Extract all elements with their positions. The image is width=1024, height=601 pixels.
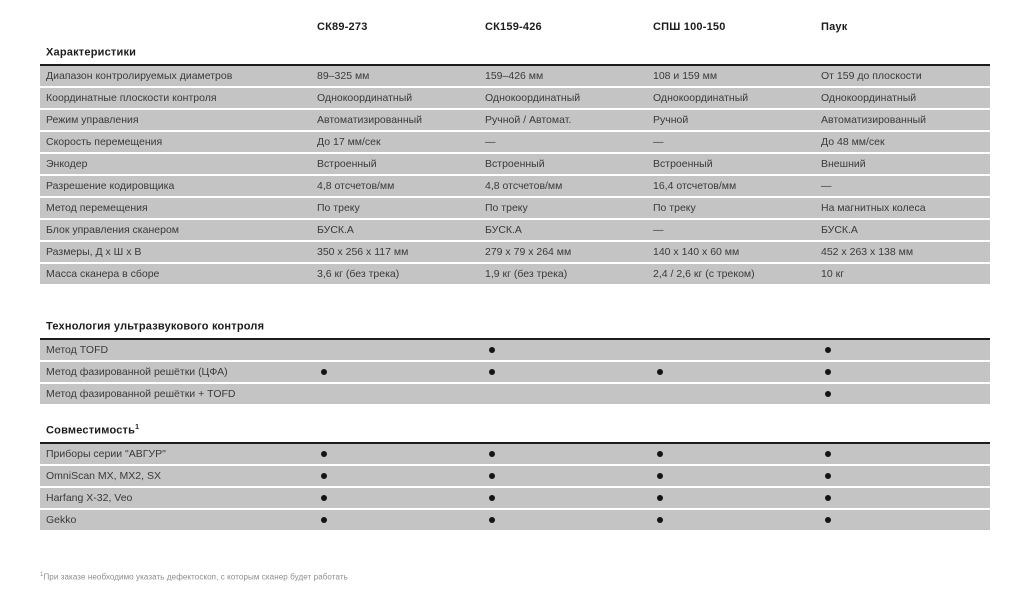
feature-dot-icon [825, 473, 831, 479]
section-ultrasonic-technology [40, 320, 990, 406]
column-header-row [40, 21, 990, 33]
value-cell: 452 x 263 x 138 мм [821, 245, 914, 258]
dot-cell [653, 451, 821, 457]
value-cell: Внешний [821, 157, 866, 170]
section-rows [40, 338, 990, 404]
table-row [40, 198, 990, 218]
table-row [40, 510, 990, 530]
dot-cell [821, 347, 989, 353]
dot-cell [821, 369, 989, 375]
value-cell: Автоматизированный [821, 113, 927, 126]
row-label: Метод перемещения [46, 201, 148, 214]
section-title [46, 320, 990, 333]
feature-dot-icon [489, 495, 495, 501]
value-cell: До 17 мм/сек [317, 135, 381, 148]
feature-dot-icon [657, 369, 663, 375]
row-label: Harfang X-32, Veo [46, 491, 133, 504]
row-label: Диапазон контролируемых диаметров [46, 69, 233, 82]
dot-cell [821, 473, 989, 479]
feature-dot-icon [825, 391, 831, 397]
value-cell: Встроенный [653, 157, 713, 170]
dot-cell [317, 517, 485, 523]
table-row [40, 264, 990, 284]
column-header: СК159-426 [485, 21, 542, 33]
feature-dot-icon [825, 517, 831, 523]
value-cell: БУСК.А [821, 223, 858, 236]
table-row [40, 66, 990, 86]
table-row [40, 444, 990, 464]
feature-dot-icon [489, 347, 495, 353]
dot-cell [317, 473, 485, 479]
value-cell: Однокоординатный [821, 91, 917, 104]
table-row [40, 488, 990, 508]
row-label: Масса сканера в сборе [46, 267, 160, 280]
dot-cell [821, 451, 989, 457]
section-rows [40, 64, 990, 284]
footnote [40, 572, 348, 582]
section-rows [40, 442, 990, 530]
row-label: Метод фазированной решётки + TOFD [46, 387, 236, 400]
value-cell: Встроенный [485, 157, 545, 170]
table-row [40, 220, 990, 240]
table-row [40, 340, 990, 360]
section-title-text: Технология ультразвукового контроля [46, 320, 265, 333]
table-row [40, 242, 990, 262]
value-cell: По треку [485, 201, 528, 214]
value-cell: На магнитных колеса [821, 201, 926, 214]
table-row [40, 154, 990, 174]
dot-cell [653, 495, 821, 501]
value-cell: До 48 мм/сек [821, 135, 885, 148]
value-cell: 108 и 159 мм [653, 69, 718, 82]
row-label: Разрешение кодировщика [46, 179, 175, 192]
value-cell: — [653, 135, 664, 148]
value-cell: 159–426 мм [485, 69, 544, 82]
dot-cell [821, 517, 989, 523]
value-cell: 140 x 140 x 60 мм [653, 245, 740, 258]
feature-dot-icon [657, 473, 663, 479]
value-cell: Встроенный [317, 157, 377, 170]
section-title-text: Характеристики [46, 46, 137, 59]
feature-dot-icon [321, 369, 327, 375]
table-row [40, 110, 990, 130]
feature-dot-icon [321, 517, 327, 523]
feature-dot-icon [489, 473, 495, 479]
value-cell: 4,8 отсчетов/мм [485, 179, 563, 192]
feature-dot-icon [489, 369, 495, 375]
row-label: OmniScan MX, MX2, SX [46, 469, 161, 482]
dot-cell [317, 369, 485, 375]
dot-cell [485, 347, 653, 353]
value-cell: По треку [653, 201, 696, 214]
value-cell: Однокоординатный [485, 91, 581, 104]
table-row [40, 362, 990, 382]
table-row [40, 88, 990, 108]
value-cell: Ручной / Автомат. [485, 113, 572, 126]
section-compatibility [40, 424, 990, 532]
feature-dot-icon [657, 451, 663, 457]
feature-dot-icon [321, 495, 327, 501]
feature-dot-icon [825, 369, 831, 375]
column-header: Паук [821, 21, 848, 33]
feature-dot-icon [825, 347, 831, 353]
dot-cell [485, 495, 653, 501]
footnote-text: При заказе необходимо указать дефектоскоп, с которым сканер будет работать [43, 572, 348, 582]
row-label: Координатные плоскости контроля [46, 91, 217, 104]
feature-dot-icon [657, 517, 663, 523]
feature-dot-icon [489, 517, 495, 523]
value-cell: БУСК.А [485, 223, 522, 236]
row-label: Метод TOFD [46, 343, 109, 356]
dot-cell [653, 473, 821, 479]
value-cell: 279 x 79 x 264 мм [485, 245, 572, 258]
column-header: СПШ 100-150 [653, 21, 726, 33]
dot-cell [653, 369, 821, 375]
section-characteristics [40, 46, 990, 286]
feature-dot-icon [825, 495, 831, 501]
section-title-text: Совместимость [46, 424, 136, 437]
row-label: Размеры, Д х Ш х В [46, 245, 142, 258]
value-cell: Однокоординатный [653, 91, 749, 104]
dot-cell [485, 451, 653, 457]
dot-cell [485, 473, 653, 479]
table-row [40, 132, 990, 152]
value-cell: 350 x 256 x 117 мм [317, 245, 409, 258]
feature-dot-icon [321, 451, 327, 457]
value-cell: 4,8 отсчетов/мм [317, 179, 395, 192]
feature-dot-icon [489, 451, 495, 457]
row-label: Приборы серии "АВГУР" [46, 447, 166, 460]
value-cell: 1,9 кг (без трека) [485, 267, 568, 280]
feature-dot-icon [321, 473, 327, 479]
row-label: Энкодер [46, 157, 88, 170]
dot-cell [485, 369, 653, 375]
value-cell: 16,4 отсчетов/мм [653, 179, 737, 192]
row-label: Режим управления [46, 113, 139, 126]
value-cell: Ручной [653, 113, 689, 126]
dot-cell [821, 391, 989, 397]
row-label: Блок управления сканером [46, 223, 180, 236]
value-cell: — [821, 179, 832, 192]
column-header: СК89-273 [317, 21, 368, 33]
row-label: Скорость перемещения [46, 135, 163, 148]
section-title [46, 424, 990, 437]
row-label: Gekko [46, 513, 77, 526]
value-cell: 3,6 кг (без трека) [317, 267, 400, 280]
section-title-superscript: 1 [135, 424, 140, 431]
value-cell: БУСК.А [317, 223, 354, 236]
footnote-superscript: 1 [40, 572, 44, 578]
value-cell: 2,4 / 2,6 кг (с треком) [653, 267, 755, 280]
table-row [40, 466, 990, 486]
feature-dot-icon [657, 495, 663, 501]
dot-cell [317, 451, 485, 457]
section-title [46, 46, 990, 59]
value-cell: 10 кг [821, 267, 845, 280]
table-row [40, 384, 990, 404]
value-cell: Автоматизированный [317, 113, 423, 126]
dot-cell [653, 517, 821, 523]
row-label: Метод фазированной решётки (ЦФА) [46, 365, 228, 378]
dot-cell [317, 495, 485, 501]
value-cell: По треку [317, 201, 360, 214]
dot-cell [485, 517, 653, 523]
value-cell: Однокоординатный [317, 91, 413, 104]
value-cell: 89–325 мм [317, 69, 370, 82]
feature-dot-icon [825, 451, 831, 457]
table-row [40, 176, 990, 196]
value-cell: От 159 до плоскости [821, 69, 922, 82]
dot-cell [821, 495, 989, 501]
value-cell: — [653, 223, 664, 236]
value-cell: — [485, 135, 496, 148]
spec-table [40, 0, 990, 601]
